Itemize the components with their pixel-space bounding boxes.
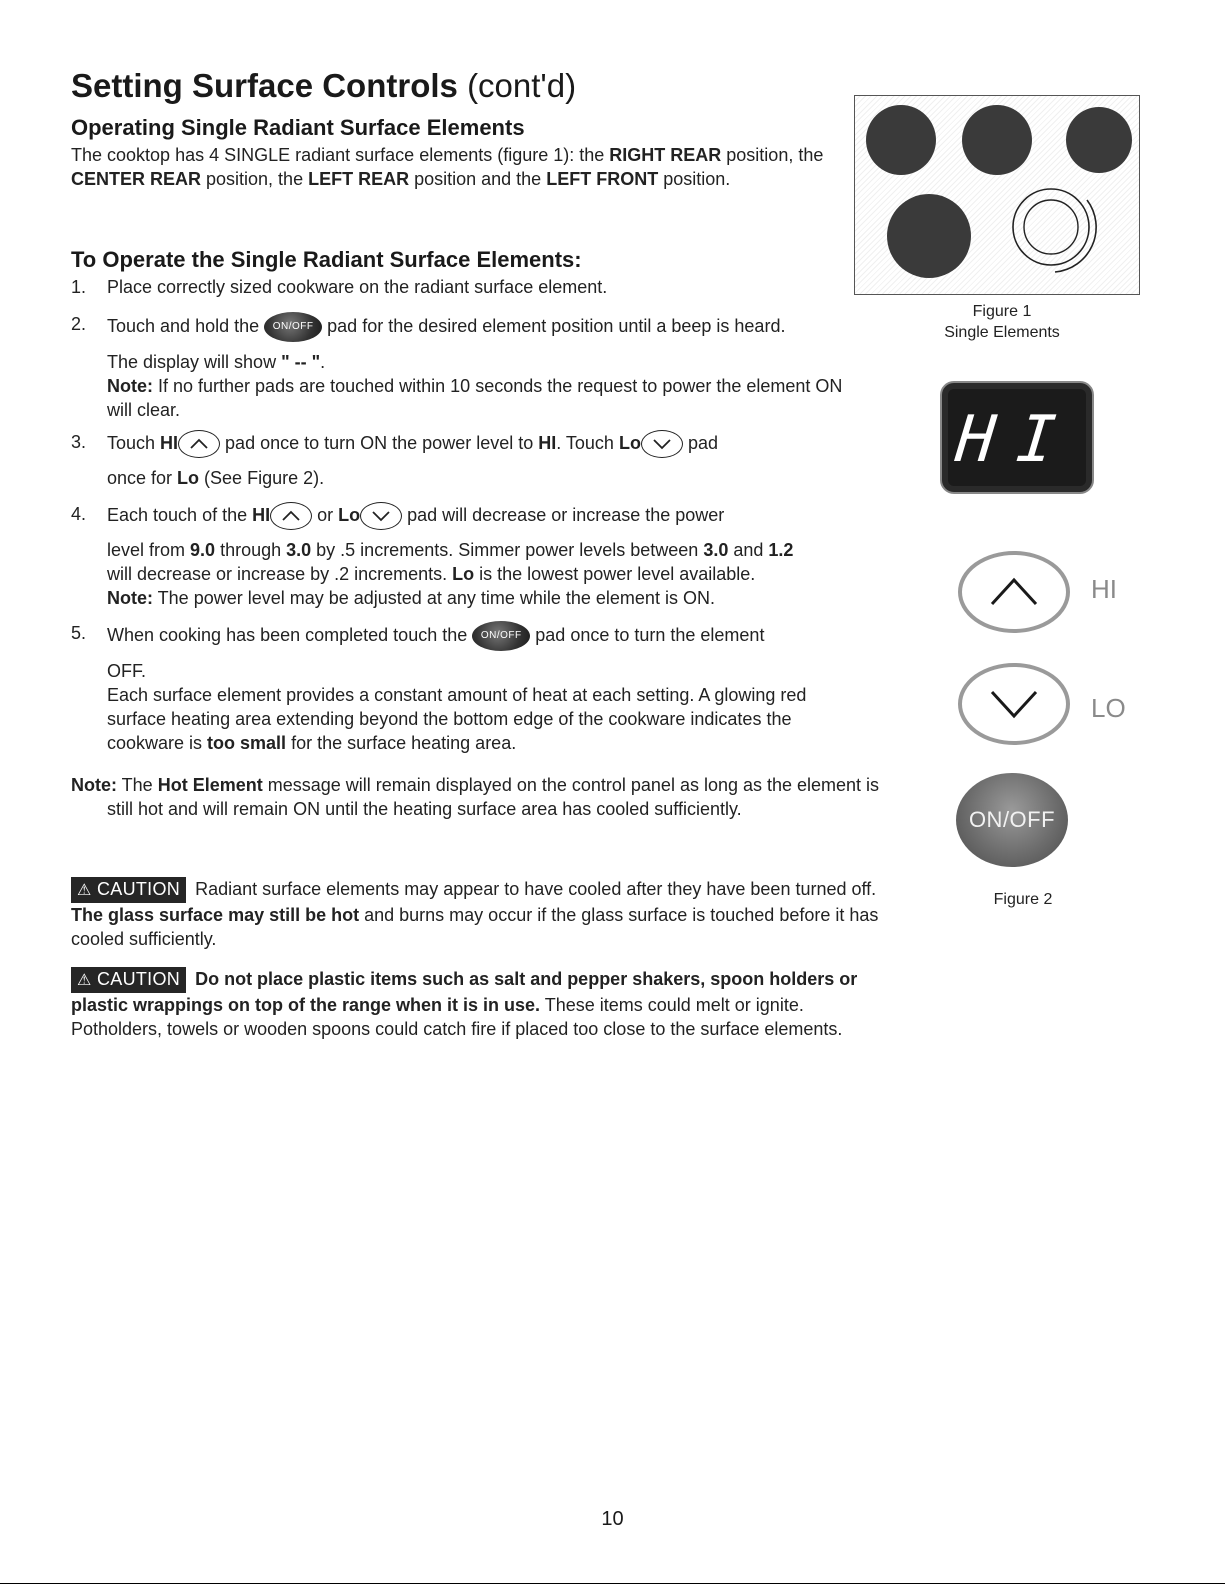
item-number: 5.: [71, 623, 87, 643]
lo-arrow-pad-icon: [360, 502, 402, 530]
lo-arrow-pad-icon: [641, 430, 683, 458]
onoff-pad-icon: ON/OFF: [264, 312, 322, 342]
section-heading-operating: Operating Single Radiant Surface Elements: [71, 115, 525, 140]
item-number: 1.: [71, 277, 87, 297]
right-rear-element: [1066, 107, 1132, 173]
caution-badge: ⚠ CAUTION: [71, 967, 186, 993]
page-bottom-rule: [0, 1583, 1225, 1584]
item-number: 4.: [71, 504, 87, 524]
lo-pad-large-icon: [956, 660, 1076, 750]
intro-paragraph: The cooktop has 4 SINGLE radiant surface elements (figure 1): the RIGHT REAR position, the CENTER REAR position, the LEFT REAR position and the LEFT FRONT position.: [71, 145, 824, 189]
left-rear-element: [866, 105, 936, 175]
list-item: 5. When cooking has been completed touch the ON/OFF pad once to turn the element OFF. Each surface element provides a constant amount of heat at each setting. A glowing red surface heating area extending beyond the bottom edge of the cookware indicates the cookware is too small for the surface heating area.: [71, 623, 807, 753]
display-readout: HI: [952, 403, 1082, 477]
caution-paragraph-1: ⚠ CAUTION Radiant surface elements may appear to have cooled after they have been turned off. The glass surface may still be hot and burns may occur if the glass surface is touched before it has cooled sufficiently.: [71, 879, 879, 949]
caution-paragraph-2: ⚠ CAUTION Do not place plastic items such as salt and pepper shakers, spoon holders or plastic wrappings on top of the range when it is in use. These items could melt or ignite. Potholders, towels or wooden spoons could catch fire if placed too close to the surface elements.: [71, 969, 858, 1039]
caution-badge: ⚠ CAUTION: [71, 877, 186, 903]
onoff-pad-icon: ON/OFF: [472, 621, 530, 651]
title-plain: (cont'd): [467, 67, 577, 104]
figure1-caption: Figure 1 Single Elements: [944, 303, 1060, 341]
control-display: [940, 381, 1094, 494]
left-front-element: [887, 194, 971, 278]
onoff-pad-large-icon: ON/OFF: [956, 773, 1068, 867]
figure2-caption: Figure 2: [993, 891, 1053, 908]
cooktop-figure: [854, 95, 1140, 295]
warning-triangle-icon: ⚠: [77, 972, 92, 989]
right-front-element-outline: [1013, 189, 1096, 272]
list-item: 2. Touch and hold the ON/OFF pad for the desired element position until a beep is heard. The display will show " -- ". Note: If no further pads are touched within 10 seconds the request to power the element ON will clear.: [71, 314, 843, 420]
list-item: 3. Touch HI pad once to turn ON the power level to HI. Touch Lo pad once for Lo (See Figure 2).: [71, 432, 718, 488]
item-number: 2.: [71, 314, 87, 334]
title-bold: Setting Surface Controls: [71, 67, 458, 104]
page-title: [71, 64, 576, 108]
lo-label: LO: [1091, 693, 1126, 723]
item-number: 3.: [71, 432, 87, 452]
hi-arrow-pad-icon: [178, 430, 220, 458]
hot-element-note: Note: The Hot Element message will remain displayed on the control panel as long as the element is still hot and will remain ON until the heating surface area has cooled sufficiently.: [71, 775, 880, 819]
section-heading-to-operate: To Operate the Single Radiant Surface Elements:: [71, 247, 582, 272]
center-rear-element: [962, 105, 1032, 175]
hi-pad-large-icon: [956, 548, 1076, 638]
cooktop-diagram: [855, 96, 1139, 294]
list-item: 4. Each touch of the HI or Lo pad will decrease or increase the power level from 9.0 through 3.0 by .5 increments. Simmer power levels between 3.0 and 1.2 will decrease or increase by .2 increments. Lo is the lowest power level available. Note: The power level may be adjusted at any time while the element is ON.: [71, 504, 794, 608]
list-item: [71, 275, 871, 299]
warning-triangle-icon: ⚠: [77, 882, 92, 899]
hi-label: HI: [1091, 574, 1117, 604]
page-number: 10: [601, 1508, 624, 1530]
hi-arrow-pad-icon: [270, 502, 312, 530]
item-text: Place correctly sized cookware on the radiant surface element.: [107, 277, 608, 297]
